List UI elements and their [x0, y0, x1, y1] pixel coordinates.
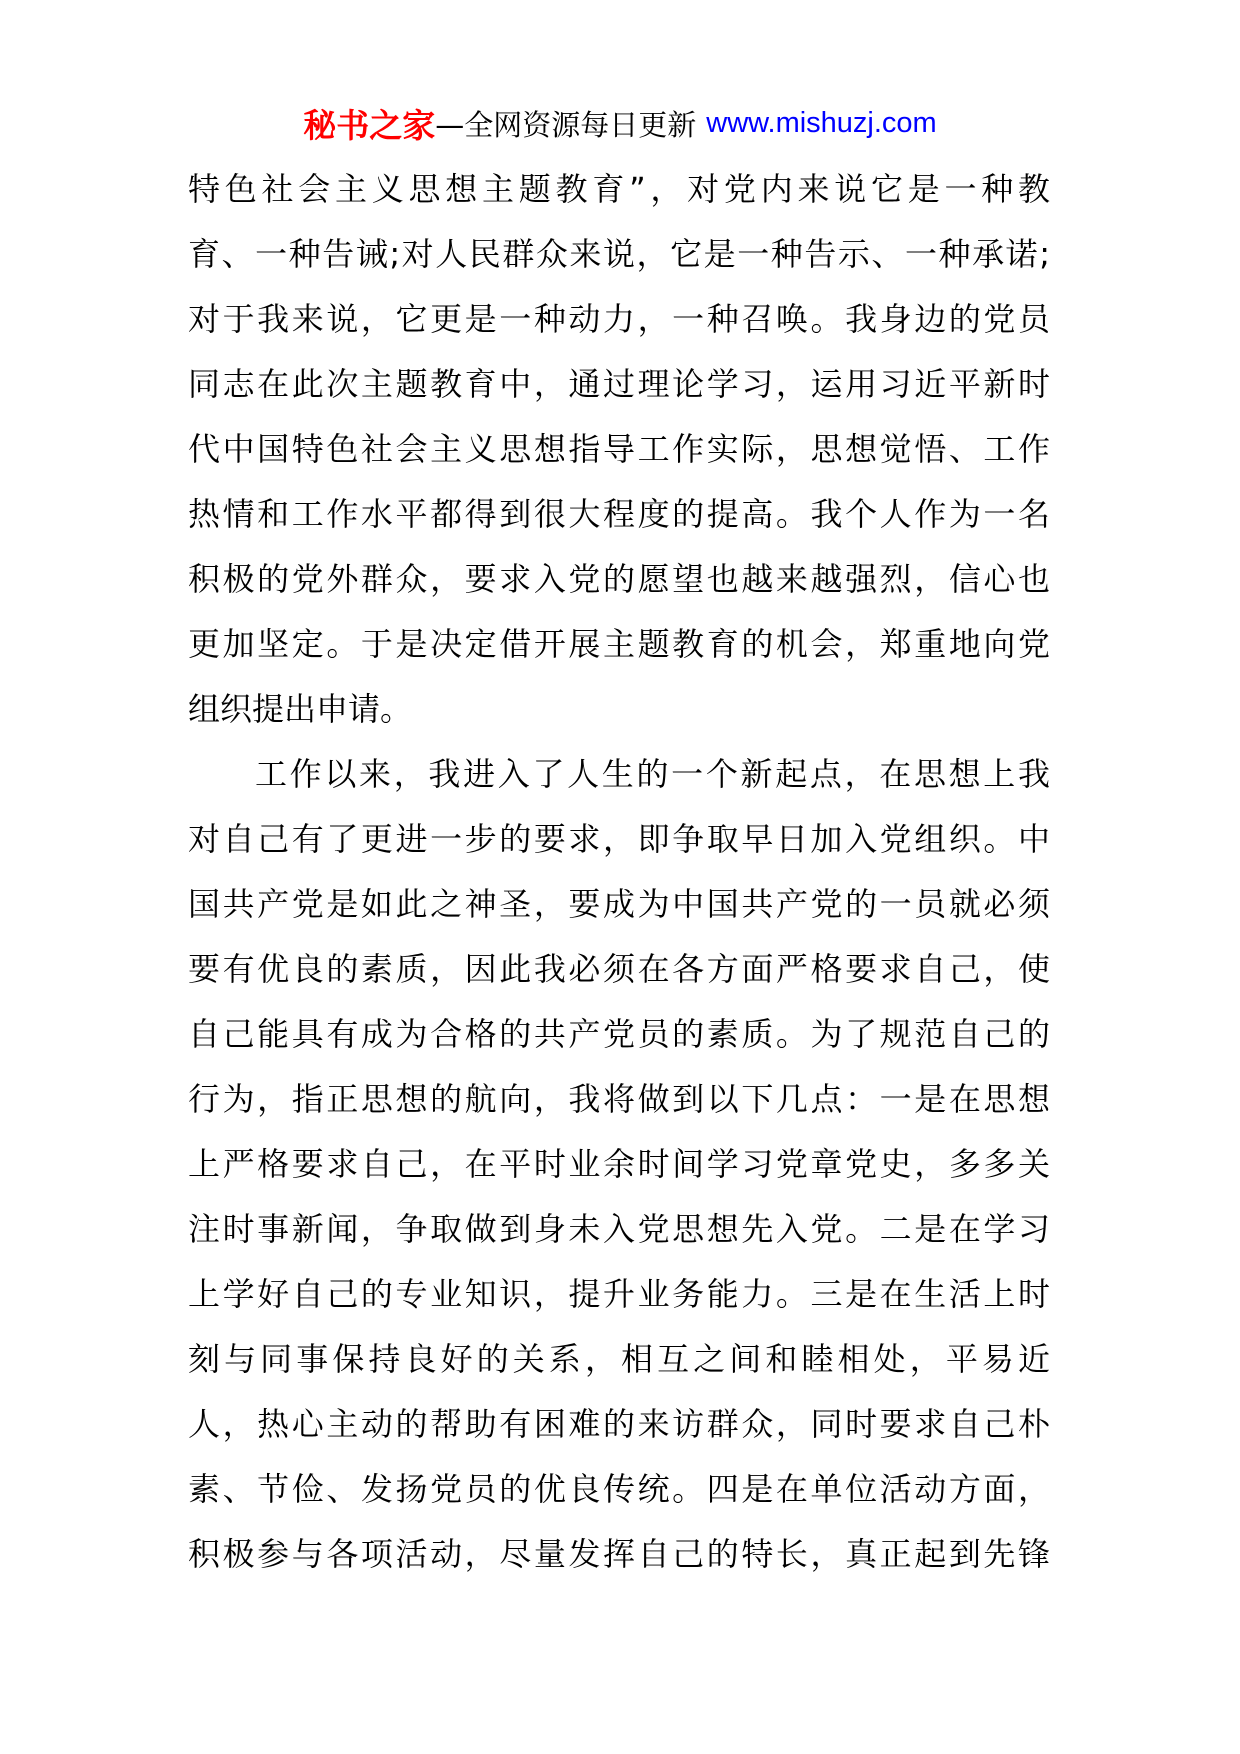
document-body: [188, 157, 1050, 1587]
text-line: 代中国特色社会主义思想指导工作实际，思想觉悟、工作: [188, 430, 1050, 468]
text-line: 要有优良的素质，因此我必须在各方面严格要求自己，使: [188, 950, 1050, 988]
text-line: 素、节俭、发扬党员的优良传统。四是在单位活动方面，: [188, 1470, 1050, 1508]
text-line: 工作以来，我进入了人生的一个新起点，在思想上我: [255, 755, 1050, 793]
text-line: 更加坚定。于是决定借开展主题教育的机会，郑重地向党: [188, 625, 1050, 663]
site-url: www.mishuzj.com: [706, 106, 937, 139]
page-header: [0, 100, 1240, 146]
text-line: 自己能具有成为合格的共产党员的素质。为了规范自己的: [188, 1015, 1050, 1053]
text-line: 积极的党外群众，要求入党的愿望也越来越强烈，信心也: [188, 560, 1050, 598]
text-line: 热情和工作水平都得到很大程度的提高。我个人作为一名: [188, 495, 1050, 533]
text-line: 上严格要求自己，在平时业余时间学习党章党史，多多关: [188, 1145, 1050, 1183]
text-line: 注时事新闻，争取做到身未入党思想先入党。二是在学习: [188, 1210, 1050, 1248]
text-line: 组织提出申请。: [188, 690, 413, 728]
text-line: 刻与同事保持良好的关系，相互之间和睦相处，平易近: [188, 1340, 1050, 1378]
text-line: 上学好自己的专业知识，提升业务能力。三是在生活上时: [188, 1275, 1050, 1313]
text-line: 人，热心主动的帮助有困难的来访群众，同时要求自己朴: [188, 1405, 1050, 1443]
brand-name: 秘书之家: [303, 105, 436, 145]
paragraph-1: [188, 157, 1050, 742]
text-line: 行为，指正思想的航向，我将做到以下几点：一是在思想: [188, 1080, 1050, 1118]
text-line: 对于我来说，它更是一种动力，一种召唤。我身边的党员: [188, 300, 1050, 338]
header-tagline: —全网资源每日更新: [435, 107, 697, 142]
text-line: 国共产党是如此之神圣，要成为中国共产党的一员就必须: [188, 885, 1050, 923]
paragraph-2: [188, 742, 1050, 1587]
text-line: 对自己有了更进一步的要求，即争取早日加入党组织。中: [188, 820, 1050, 858]
text-line: 育、一种告诫;对人民群众来说，它是一种告示、一种承诺;: [188, 235, 1050, 273]
text-line: 同志在此次主题教育中，通过理论学习，运用习近平新时: [188, 365, 1050, 403]
text-line: 特色社会主义思想主题教育”，对党内来说它是一种教: [188, 170, 1050, 208]
text-line: 积极参与各项活动，尽量发挥自己的特长，真正起到先锋: [188, 1535, 1050, 1573]
